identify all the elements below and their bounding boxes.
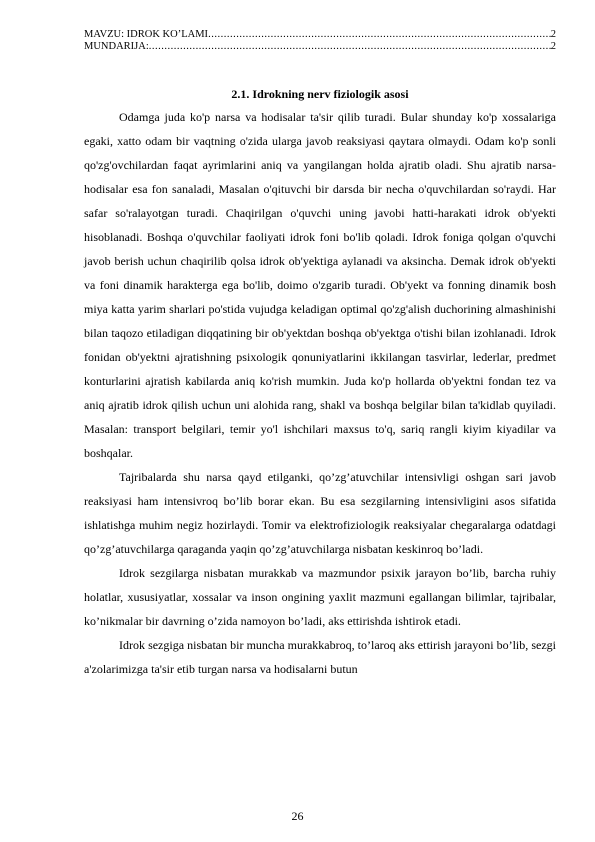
paragraph-3: Idrok sezgilarga nisbatan murakkab va mazmundor psixik jarayon bo’lib, barcha ruhiy holatlar, xususiyatlar, xossalar va inson ongining yaxlit mazmuni egallangan bilimlar, tajribalar, ko’nikmalar bir davrning o’zida namoyon bo’ladi, aks ettirishda ishtirok etadi. <box>84 566 556 628</box>
body-text <box>84 105 556 681</box>
toc-entry-title: MUNDARIJA: <box>84 41 149 52</box>
toc-entry-page: 2 <box>550 41 556 52</box>
section-heading: 2.1. Idrokning nerv fiziologik asosi <box>231 87 409 101</box>
toc-entry-1[interactable] <box>84 29 556 41</box>
toc-entry-page: 2 <box>550 29 556 40</box>
paragraph-2: Tajribalarda shu narsa qayd etilganki, qo’zg’atuvchilar intensivligi oshgan sari javob reaksiyasi ham intensivroq bo’lib borar ekan. Bu esa sezgilarning intensivligini asos sifatida ishlatishga muhim negiz hozirlaydi. Tomir va elektrofiziologik reaksiyalar chegaralarga odatdagi qo’zg’atuvchilarga qaraganda yaqin qo’zg’atuvchilarga nisbatan keskinroq bo’ladi. <box>84 470 556 556</box>
toc-leader-dots <box>149 41 551 53</box>
page-number: 26 <box>291 809 304 823</box>
paragraph-4: Idrok sezgiga nisbatan bir muncha murakkabroq, to’laroq aks ettirish jarayoni bo’lib, sezgi a'zolarimizga ta'sir etib turgan narsa va hodisalarni butun <box>84 638 556 676</box>
paragraph-1: Odamga juda ko'p narsa va hodisalar ta'sir qilib turadi. Bular shunday ko'p xossalariga egaki, xatto odam bir vaqtning o'zida ularga javob reaksiyasi qaytara olmaydi. Odam ko'p sonli qo'zg'ovchilardan faqat ayrimlarini aniq va yangilangan holda ajratib oladi. Shu ajratib narsa-hodisalar esa fon sanaladi, Masalan o'qituvchi bir darsda bir necha o'quvchilardan so'raydi. Har safar so'ralayotgan turadi. Chaqirilgan o'quvchi uning javobi hatti-harakati idrok ob'yekti hisoblanadi. Boshqa o'quvchilar faoliyati idrok foni bo'lib qoladi. Idrok foniga qolgan o'quvchi javob berish uchun chaqirilib qolsa idrok ob'yektiga aylanadi va aksincha. Demak idrok ob'yekti va foni dinamik harakterga ega bo'lib, doimo o'zgarib turadi. Ob'yekt va fonning dinamik bosh miya katta yarim sharlari po'stida vujudga keladigan optimal qo'zg'alish duchorining almashinishi bilan taqozo etiladigan diqqatining bir ob'yektdan boshqa ob'yektga o'tishi bilan izohlanadi. Idrok fonidan ob'yektni ajratishning psixologik qonuniyatlarini ikkilangan tasvirlar, lederlar, predmet konturlarini ajratish kabilarda aniq ko'rish mumkin. Juda ko'p hollarda ob'yektni fondan tez va aniq ajratib idrok qilish uchun uni alohida rang, shakl va boshqa belgilar bilan ta'kidlab quyiladi. Masalan: transport belgilari, temir yo'l ishchilari maxsus to'q, sariq rangli kiyim kiyadilar va boshqalar. <box>84 110 556 460</box>
toc-entry-title: MAVZU: IDROK KO’LAMI <box>84 29 209 40</box>
toc-entry-2[interactable] <box>84 41 556 53</box>
toc-leader-dots <box>208 29 551 41</box>
table-of-contents <box>84 29 556 53</box>
